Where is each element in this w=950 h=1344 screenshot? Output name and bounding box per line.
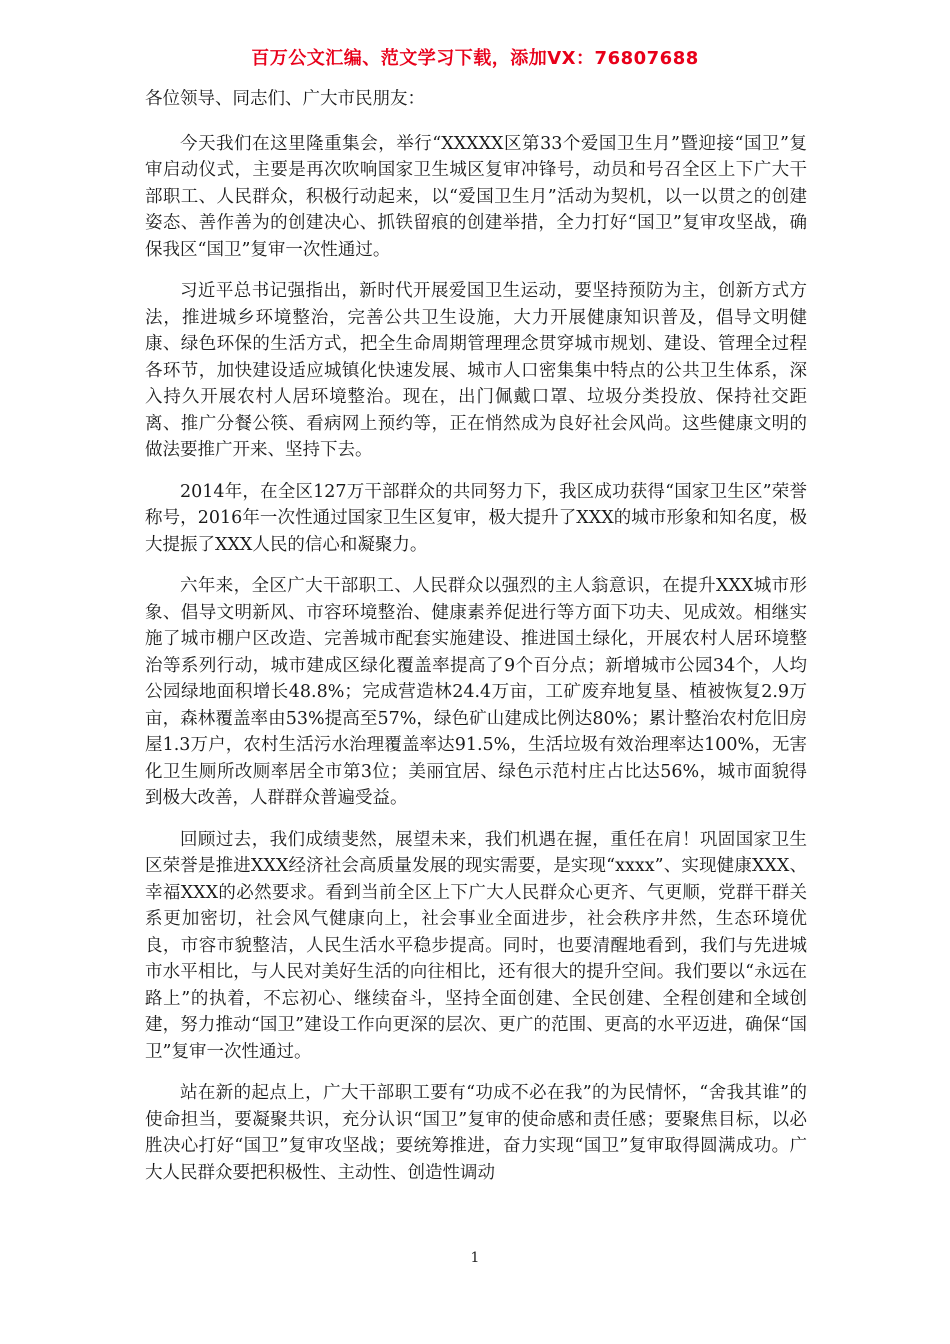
paragraph-2: 习近平总书记强指出，新时代开展爱国卫生运动，要坚持预防为主，创新方式方法，推进城乡环境整治，完善公共卫生设施，大力开展健康知识普及，倡导文明健康、绿色环保的生活方式，把全生命周期管理理念贯穿城市规划、建设、管理全过程各环节，加快建设适应城镇化快速发展、城市人口密集集中特点的公共卫生体系，深入持久开展农村人居环境整治。现在，出门佩戴口罩、垃圾分类投放、保持社交距离、推广分餐公筷、看病网上预约等，正在悄然成为良好社会风尚。这些健康文明的做法要推广开来、坚持下去。 xyxy=(145,281,807,460)
paragraph-6: 站在新的起点上，广大干部职工要有“功成不必在我”的为民情怀，“舍我其谁”的使命担当，要凝聚共识，充分认识“国卫”复审的使命感和责任感；要聚焦目标，以必胜决心打好“国卫”复审攻坚战；要统筹推进，奋力实现“国卫”复审取得圆满成功。广大人民群众要把积极性、主动性、创造性调动 xyxy=(145,1083,807,1183)
document-body xyxy=(145,86,807,1201)
page-number: 1 xyxy=(470,1250,480,1266)
download-banner: 百万公文汇编、范文学习下载，添加VX：76807688 xyxy=(251,48,699,69)
paragraph-1: 今天我们在这里隆重集会，举行“XXXXX区第33个爱国卫生月”暨迎接“国卫”复审启动仪式，主要是再次吹响国家卫生城区复审冲锋号，动员和号召全区上下广大干部职工、人民群众，积极行动起来，以“爱国卫生月”活动为契机，以一以贯之的创建姿态、善作善为的创建决心、抓铁留痕的创建举措，全力打好“国卫”复审攻坚战，确保我区“国卫”复审一次性通过。 xyxy=(145,133,807,260)
paragraph-5: 回顾过去，我们成绩斐然，展望未来，我们机遇在握，重任在肩！巩固国家卫生区荣誉是推进XXX经济社会高质量发展的现实需要，是实现“xxxx”、实现健康XXX、幸福XXX的必然要求。看到当前全区上下广大人民群众心更齐、气更顺，党群干群关系更加密切，社会风气健康向上，社会事业全面进步，社会秩序井然，生态环境优良，市容市貌整洁，人民生活水平稳步提高。同时，也要清醒地看到，我们与先进城市水平相比，与人民对美好生活的向往相比，还有很大的提升空间。我们要以“永远在路上”的执着，不忘初心、继续奋斗，坚持全面创建、全民创建、全程创建和全域创建，努力推动“国卫”建设工作向更深的层次、更广的范围、更高的水平迈进，确保“国卫”复审一次性通过。 xyxy=(145,829,807,1062)
paragraph-4: 六年来，全区广大干部职工、人民群众以强烈的主人翁意识，在提升XXX城市形象、倡导文明新风、市容环境整治、健康素养促进行等方面下功夫、见成效。相继实施了城市棚户区改造、完善城市配套实施建设、推进国土绿化，开展农村人居环境整治等系列行动，城市建成区绿化覆盖率提高了9个百分点；新增城市公园34个，人均公园绿地面积增长48.8%；完成营造林24.4万亩，工矿废弃地复垦、植被恢复2.9万亩，森林覆盖率由53%提高至57%，绿色矿山建成比例达80%；累计整治农村危旧房屋1.3万户，农村生活污水治理覆盖率达91.5%，生活垃圾有效治理率达100%，无害化卫生厕所改厕率居全市第3位；美丽宜居、绿色示范村庄占比达56%，城市面貌得到极大改善，人群群众普遍受益。 xyxy=(145,576,807,808)
greeting: 各位领导、同志们、广大市民朋友： xyxy=(145,89,425,109)
paragraph-3: 2014年，在全区127万干部群众的共同努力下，我区成功获得“国家卫生区”荣誉称号，2016年一次性通过国家卫生区复审，极大提升了XXX的城市形象和知名度，极大提振了XXX人民的信心和凝聚力。 xyxy=(145,481,807,555)
